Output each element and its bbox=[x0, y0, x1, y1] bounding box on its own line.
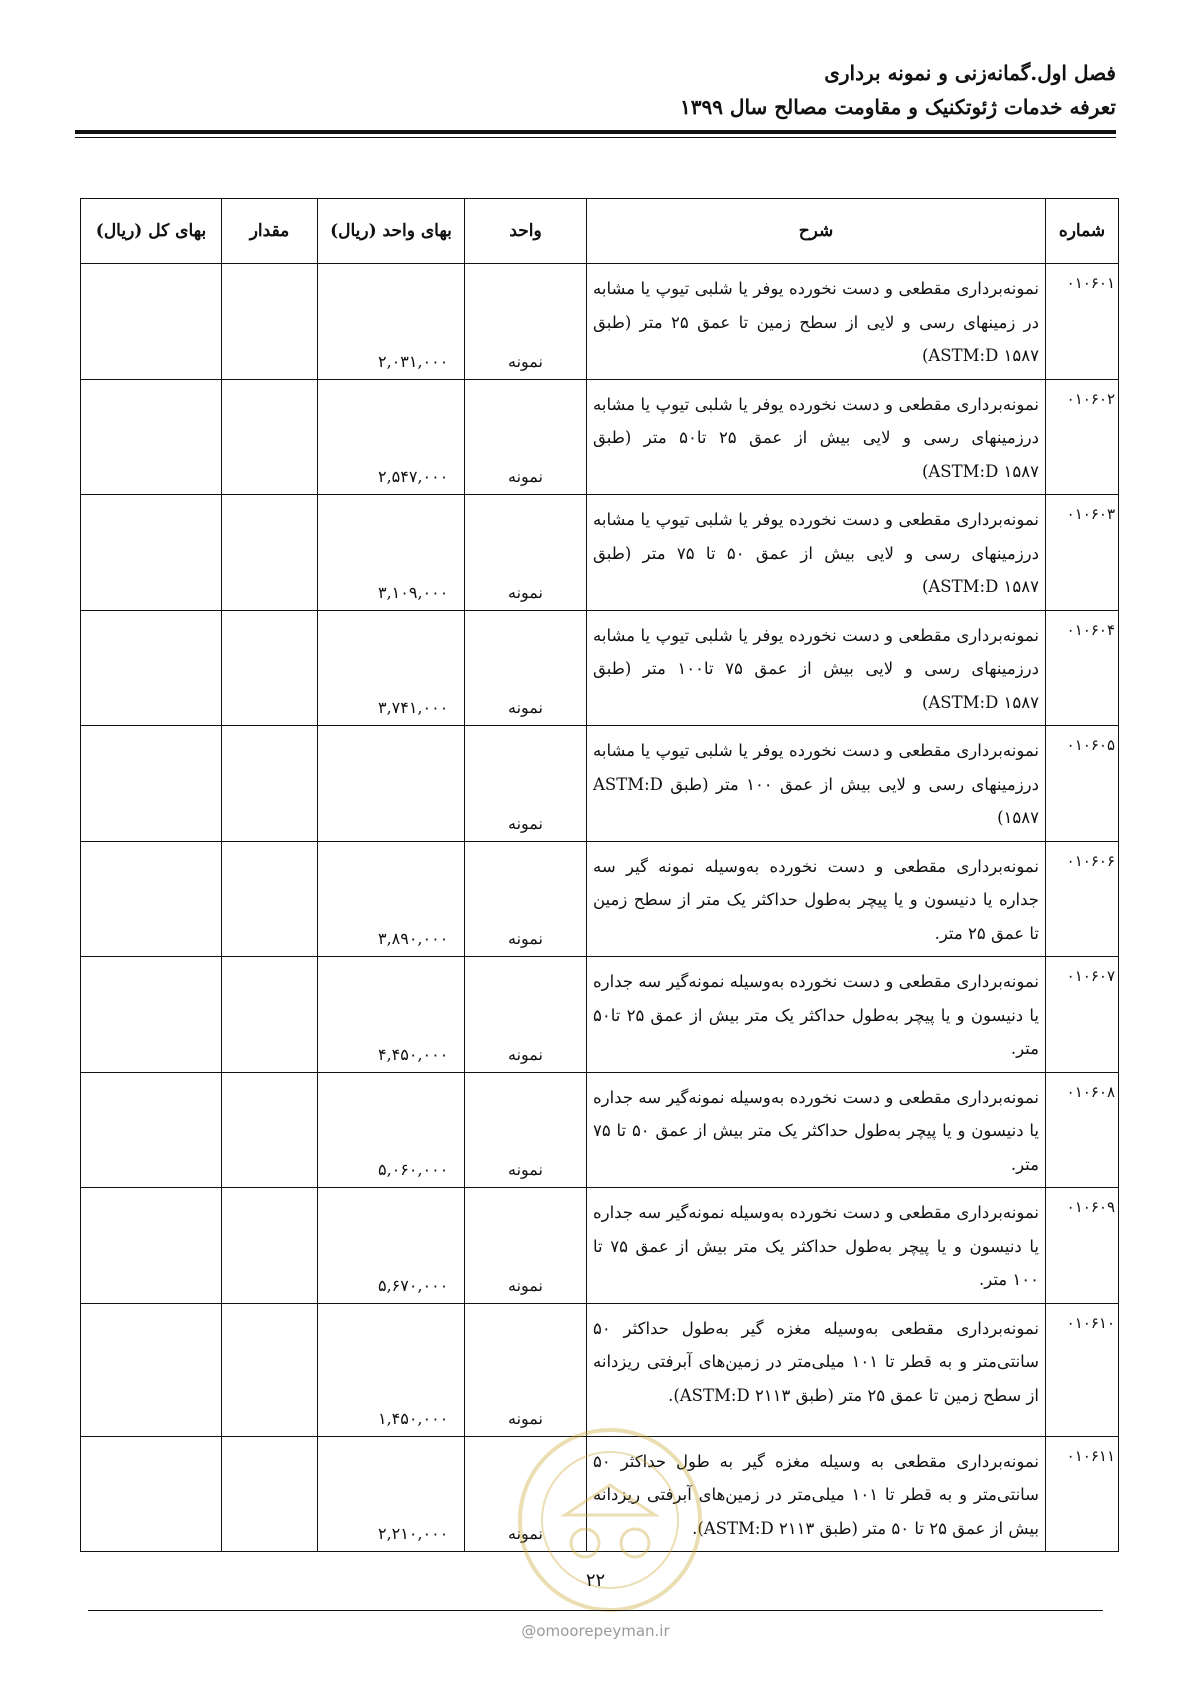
item-code: ۰۱۰۶۰۶ bbox=[1046, 841, 1119, 957]
item-unit-price: ۲,۵۴۷,۰۰۰ bbox=[318, 379, 465, 495]
table-row bbox=[81, 610, 1119, 726]
item-unit: نمونه bbox=[465, 264, 587, 380]
item-unit-price: ۵,۶۷۰,۰۰۰ bbox=[318, 1188, 465, 1304]
table-header-row bbox=[81, 199, 1119, 264]
table-row bbox=[81, 1303, 1119, 1436]
table-row bbox=[81, 264, 1119, 380]
document-title: تعرفه خدمات ژئوتکنیک و مقاومت مصالح سال ۱۳۹۹ bbox=[679, 95, 1116, 119]
header-unit-price: بهای واحد (ریال) bbox=[318, 199, 465, 264]
table-row bbox=[81, 957, 1119, 1073]
item-description: نمونه‌برداری مقطعی و دست نخورده به‌وسیله نمونه‌گیر سه جداره یا دنیسون و یا پیچر به‌طول حداکثر یک متر بیش از عمق ۲۵ تا۵۰ متر. bbox=[587, 957, 1046, 1073]
table-row bbox=[81, 1072, 1119, 1188]
footer-rule bbox=[88, 1610, 1103, 1611]
item-total-price bbox=[81, 726, 222, 842]
item-total-price bbox=[81, 1072, 222, 1188]
item-total-price bbox=[81, 495, 222, 611]
item-unit-price: ۳,۱۰۹,۰۰۰ bbox=[318, 495, 465, 611]
item-unit-price: ۳,۷۴۱,۰۰۰ bbox=[318, 610, 465, 726]
item-total-price bbox=[81, 1188, 222, 1304]
item-quantity bbox=[222, 1072, 318, 1188]
table-row bbox=[81, 841, 1119, 957]
item-description: نمونه‌برداری مقطعی به وسیله مغزه گیر به طول حداکثر ۵۰ سانتی‌متر و به قطر تا ۱۰۱ میلی‌متر در زمین‌های آبرفتی ریزدانه بیش از عمق ۲۵ تا ۵۰ متر (طبق ASTM:D ۲۱۱۳). bbox=[587, 1436, 1046, 1552]
item-code: ۰۱۰۶۰۷ bbox=[1046, 957, 1119, 1073]
header-rule-thick bbox=[75, 130, 1116, 134]
item-quantity bbox=[222, 610, 318, 726]
item-quantity bbox=[222, 495, 318, 611]
item-total-price bbox=[81, 379, 222, 495]
item-unit: نمونه bbox=[465, 495, 587, 611]
item-code: ۰۱۰۶۰۴ bbox=[1046, 610, 1119, 726]
header-total-price: بهای کل (ریال) bbox=[81, 199, 222, 264]
item-total-price bbox=[81, 610, 222, 726]
header-description: شرح bbox=[587, 199, 1046, 264]
item-unit: نمونه bbox=[465, 610, 587, 726]
item-total-price bbox=[81, 264, 222, 380]
item-unit-price bbox=[318, 726, 465, 842]
item-quantity bbox=[222, 1303, 318, 1436]
website-watermark: @omoorepeyman.ir bbox=[521, 1622, 670, 1640]
item-description: نمونه‌برداری مقطعی و دست نخورده به‌وسیله نمونه گیر سه جداره یا دنیسون و یا پیچر به‌طول حداکثر یک متر از سطح زمین تا عمق ۲۵ متر. bbox=[587, 841, 1046, 957]
item-code: ۰۱۰۶۰۱ bbox=[1046, 264, 1119, 380]
item-unit: نمونه bbox=[465, 1072, 587, 1188]
item-quantity bbox=[222, 957, 318, 1073]
item-total-price bbox=[81, 1436, 222, 1552]
item-total-price bbox=[81, 957, 222, 1073]
table-row bbox=[81, 495, 1119, 611]
item-description: نمونه‌برداری مقطعی و دست نخورده یوفر یا شلبی تیوپ یا مشابه درزمینهای رسی و لایی بیش از عمق ۲۵ تا۵۰ متر (طبق ASTM:D ۱۵۸۷) bbox=[587, 379, 1046, 495]
page-header bbox=[75, 56, 1116, 124]
item-code: ۰۱۰۶۰۵ bbox=[1046, 726, 1119, 842]
price-table bbox=[80, 198, 1119, 1552]
header-rule-thin bbox=[75, 137, 1116, 138]
item-unit: نمونه bbox=[465, 841, 587, 957]
chapter-title: فصل اول.گمانه‌زنی و نمونه برداری bbox=[824, 61, 1116, 85]
item-code: ۰۱۰۶۰۲ bbox=[1046, 379, 1119, 495]
item-quantity bbox=[222, 726, 318, 842]
header-unit: واحد bbox=[465, 199, 587, 264]
item-description: نمونه‌برداری مقطعی و دست نخورده به‌وسیله نمونه‌گیر سه جداره یا دنیسون و یا پیچر به‌طول حداکثر یک متر بیش از عمق ۷۵ تا ۱۰۰ متر. bbox=[587, 1188, 1046, 1304]
item-unit: نمونه bbox=[465, 379, 587, 495]
item-unit: نمونه bbox=[465, 1188, 587, 1304]
item-description: نمونه‌برداری مقطعی و دست نخورده یوفر یا شلبی تیوپ یا مشابه درزمینهای رسی و لایی بیش از عمق ۷۵ تا۱۰۰ متر (طبق ASTM:D ۱۵۸۷) bbox=[587, 610, 1046, 726]
item-description: نمونه‌برداری مقطعی و دست نخورده یوفر یا شلبی تیوپ یا مشابه درزمینهای رسی و لایی بیش از عمق ۱۰۰ متر (طبق ASTM:D ۱۵۸۷) bbox=[587, 726, 1046, 842]
item-quantity bbox=[222, 841, 318, 957]
item-code: ۰۱۰۶۰۳ bbox=[1046, 495, 1119, 611]
item-unit: نمونه bbox=[465, 726, 587, 842]
item-unit-price: ۲,۰۳۱,۰۰۰ bbox=[318, 264, 465, 380]
item-code: ۰۱۰۶۰۸ bbox=[1046, 1072, 1119, 1188]
item-unit: نمونه bbox=[465, 957, 587, 1073]
table-row bbox=[81, 1436, 1119, 1552]
item-unit-price: ۱,۴۵۰,۰۰۰ bbox=[318, 1303, 465, 1436]
item-quantity bbox=[222, 264, 318, 380]
header-code: شماره bbox=[1046, 199, 1119, 264]
table-row bbox=[81, 379, 1119, 495]
item-description: نمونه‌برداری مقطعی و دست نخورده یوفر یا شلبی تیوپ یا مشابه در زمینهای رسی و لایی از سطح زمین تا عمق ۲۵ متر (طبق ASTM:D ۱۵۸۷) bbox=[587, 264, 1046, 380]
item-unit-price: ۴,۴۵۰,۰۰۰ bbox=[318, 957, 465, 1073]
table-row bbox=[81, 1188, 1119, 1304]
table-row bbox=[81, 726, 1119, 842]
item-quantity bbox=[222, 1436, 318, 1552]
item-description: نمونه‌برداری مقطعی و دست نخورده به‌وسیله نمونه‌گیر سه جداره یا دنیسون و یا پیچر به‌طول حداکثر یک متر بیش از عمق ۵۰ تا ۷۵ متر. bbox=[587, 1072, 1046, 1188]
item-unit: نمونه bbox=[465, 1303, 587, 1436]
item-code: ۰۱۰۶۰۹ bbox=[1046, 1188, 1119, 1304]
page-number: ۲۲ bbox=[585, 1570, 606, 1591]
item-code: ۰۱۰۶۱۱ bbox=[1046, 1436, 1119, 1552]
item-unit-price: ۳,۸۹۰,۰۰۰ bbox=[318, 841, 465, 957]
item-code: ۰۱۰۶۱۰ bbox=[1046, 1303, 1119, 1436]
header-quantity: مقدار bbox=[222, 199, 318, 264]
item-quantity bbox=[222, 1188, 318, 1304]
item-total-price bbox=[81, 1303, 222, 1436]
item-description: نمونه‌برداری مقطعی و دست نخورده یوفر یا شلبی تیوپ یا مشابه درزمینهای رسی و لایی بیش از عمق ۵۰ تا ۷۵ متر (طبق ASTM:D ۱۵۸۷) bbox=[587, 495, 1046, 611]
item-unit-price: ۵,۰۶۰,۰۰۰ bbox=[318, 1072, 465, 1188]
item-quantity bbox=[222, 379, 318, 495]
item-total-price bbox=[81, 841, 222, 957]
item-description: نمونه‌برداری مقطعی به‌وسیله مغزه گیر به‌طول حداکثر ۵۰ سانتی‌متر و به قطر تا ۱۰۱ میلی‌متر در زمین‌های آبرفتی ریزدانه از سطح زمین تا عمق ۲۵ متر (طبق ۲۱۱۳ ASTM:D). bbox=[587, 1303, 1046, 1436]
item-unit-price: ۲,۲۱۰,۰۰۰ bbox=[318, 1436, 465, 1552]
item-unit: نمونه bbox=[465, 1436, 587, 1552]
